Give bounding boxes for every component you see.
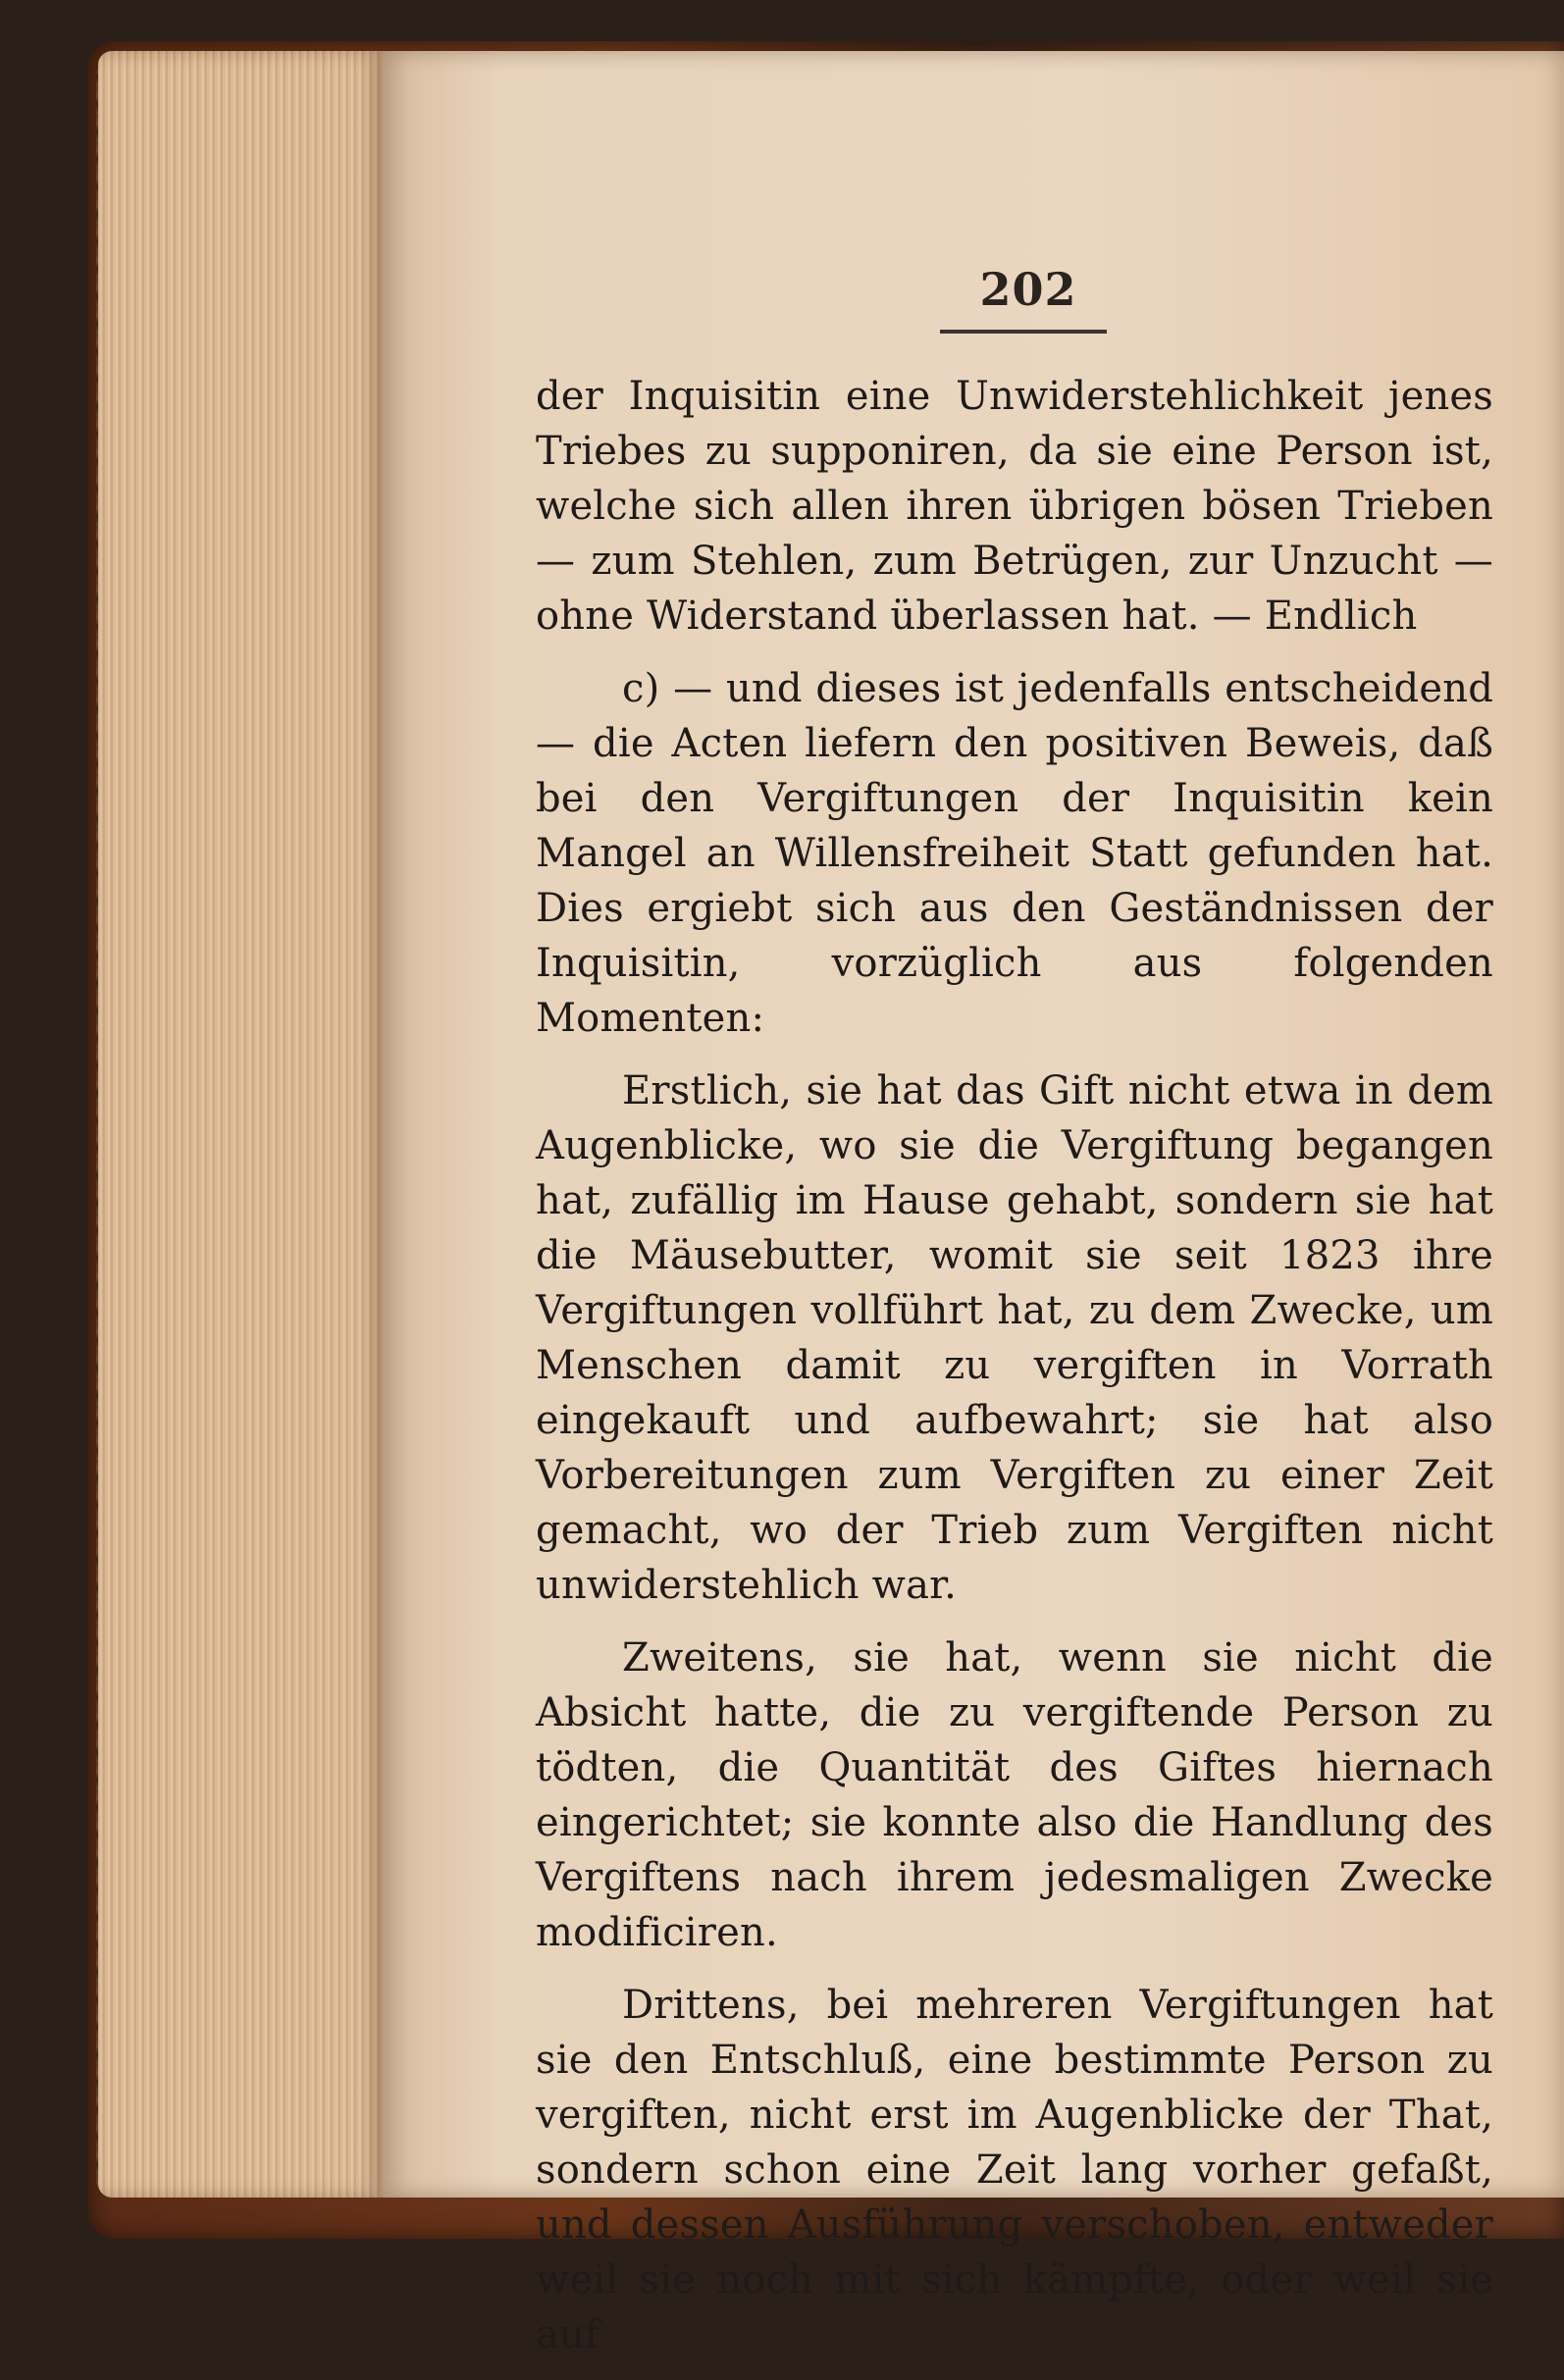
paragraph-5: Drittens, bei mehreren Vergiftungen hat sie den Entschluß, eine bestimmte Person zu vergiften, nicht erst im Augenblicke der That, sondern schon eine Zeit lang vorher gefaßt, und dessen Ausführung verschoben, entweder weil sie noch mit sich kämpfte, oder weil sie auf [536, 1983, 1493, 2357]
paragraph-1: der Inquisitin eine Unwiderstehlichkeit jenes Triebes zu supponiren, da sie eine Person ist, welche sich allen ihren übrigen bösen Trieben — zum Stehlen, zum Betrügen, zur Unzucht — ohne Widerstand überlassen hat. — Endlich [536, 374, 1493, 639]
paragraph-2: c) — und dieses ist jedenfalls entscheidend — die Acten liefern den positiven Beweis, daß bei den Vergiftungen der Inquisitin kein Mangel an Willensfreiheit Statt gefunden hat. Dies ergiebt sich aus den Geständnissen der Inquisitin, vorzüglich aus folgenden Momenten: [536, 666, 1493, 1041]
page-number: 202 [979, 263, 1077, 316]
page-text [536, 369, 1493, 2380]
page-number-rule [940, 330, 1107, 334]
page-edges [98, 51, 383, 2198]
paragraph-3: Erstlich, sie hat das Gift nicht etwa in dem Augenblicke, wo sie die Vergiftung begangen hat, zufällig im Hause gehabt, sondern sie hat die Mäusebutter, womit sie seit 1823 ihre Vergiftungen vollführt hat, zu dem Zwecke, um Menschen damit zu vergiften in Vorrath eingekauft und aufbewahrt; sie hat also Vorbereitungen zum Vergiften zu einer Zeit gemacht, wo der Trieb zum Vergiften nicht unwiderstehlich war. [536, 1068, 1493, 1608]
paragraph-4: Zweitens, sie hat, wenn sie nicht die Absicht hatte, die zu vergiftende Person zu tödten, die Quantität des Giftes hiernach eingerichtet; sie konnte also die Handlung des Vergiftens nach ihrem jedesmaligen Zwecke modificiren. [536, 1635, 1493, 1955]
